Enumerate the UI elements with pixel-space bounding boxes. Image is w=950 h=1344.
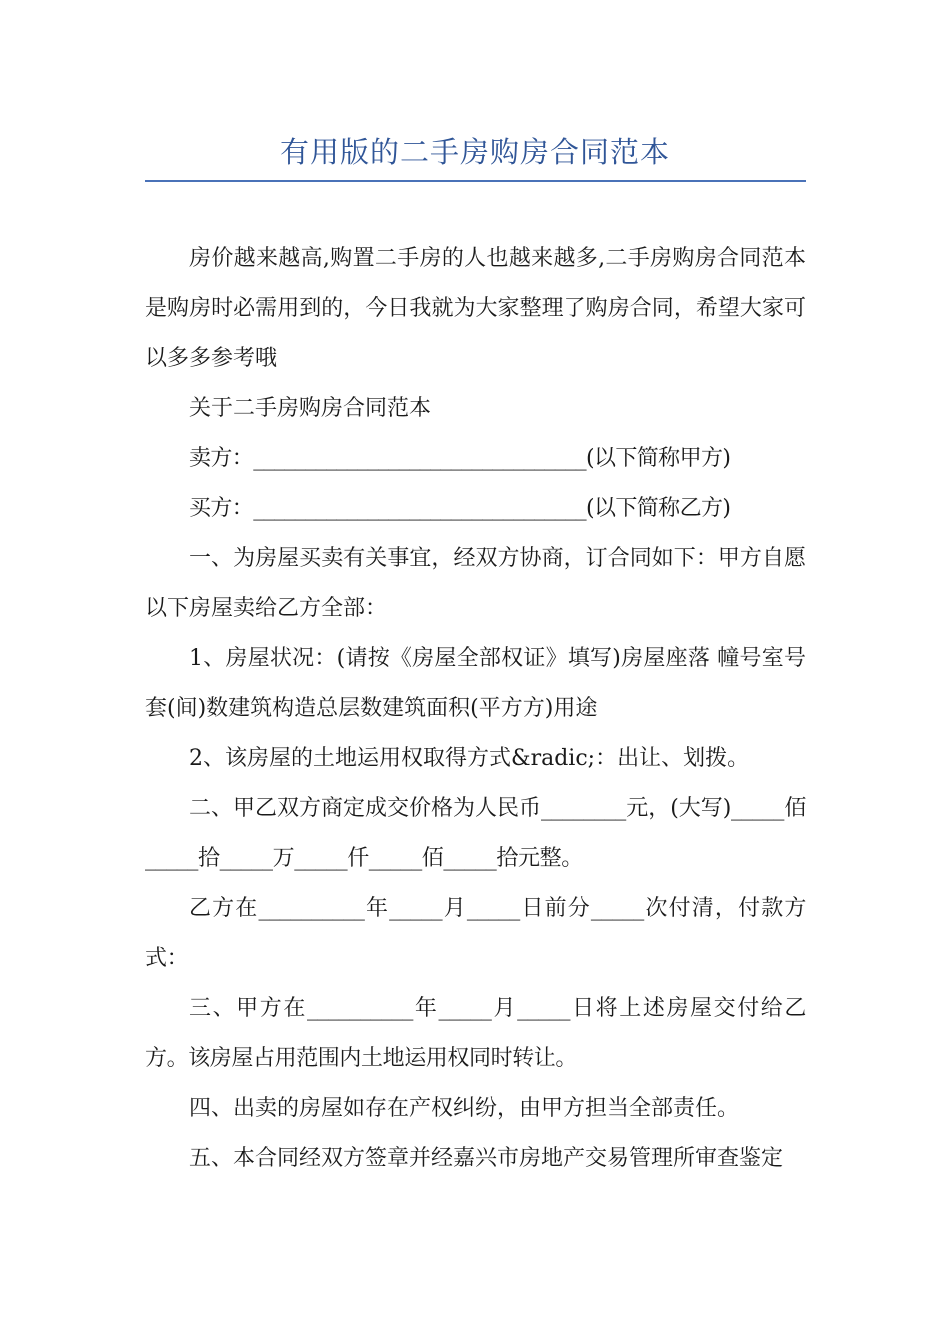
clause-4: 四、出卖的房屋如存在产权纠纷，由甲方担当全部责任。 bbox=[189, 1096, 740, 1121]
clause-1-item-1: 1、房屋状况：(请按《房屋全部权证》填写)房屋座落 幢号室号套(间)数建筑构造总层数建筑面积(平方方)用途 bbox=[145, 646, 806, 721]
clause-1: 一、为房屋买卖有关事宜，经双方协商，订合同如下：甲方自愿以下房屋卖给乙方全部： bbox=[145, 546, 806, 621]
clause-5: 五、本合同经双方签章并经嘉兴市房地产交易管理所审查鉴定 bbox=[189, 1146, 784, 1171]
document-title: 有用版的二手房购房合同范本 bbox=[279, 135, 670, 169]
clause-2: 二、甲乙双方商定成交价格为人民币________元，(大写)_____佰_____拾_____万_____仟_____佰_____拾元整。 bbox=[145, 796, 806, 871]
clause-1-item-2: 2、该房屋的土地运用权取得方式&radic;：出让、划拨。 bbox=[189, 746, 750, 771]
seller-line: 卖方：________________________________(以下简称甲方) bbox=[189, 446, 731, 471]
intro-paragraph: 房价越来越高,购置二手房的人也越来越多,二手房购房合同范本是购房时必需用到的，今日我就为大家整理了购房合同，希望大家可以多多参考哦 bbox=[145, 246, 806, 371]
payment-paragraph: 乙方在__________年_____月_____日前分_____次付清，付款方式： bbox=[145, 896, 806, 971]
buyer-line: 买方：________________________________(以下简称乙方) bbox=[189, 496, 731, 521]
clause-3: 三、甲方在__________年_____月_____日将上述房屋交付给乙方。该房屋占用范围内土地运用权同时转让。 bbox=[145, 996, 806, 1071]
title-underline bbox=[145, 180, 806, 182]
section-heading: 关于二手房购房合同范本 bbox=[189, 396, 432, 421]
document-body bbox=[145, 234, 806, 1184]
